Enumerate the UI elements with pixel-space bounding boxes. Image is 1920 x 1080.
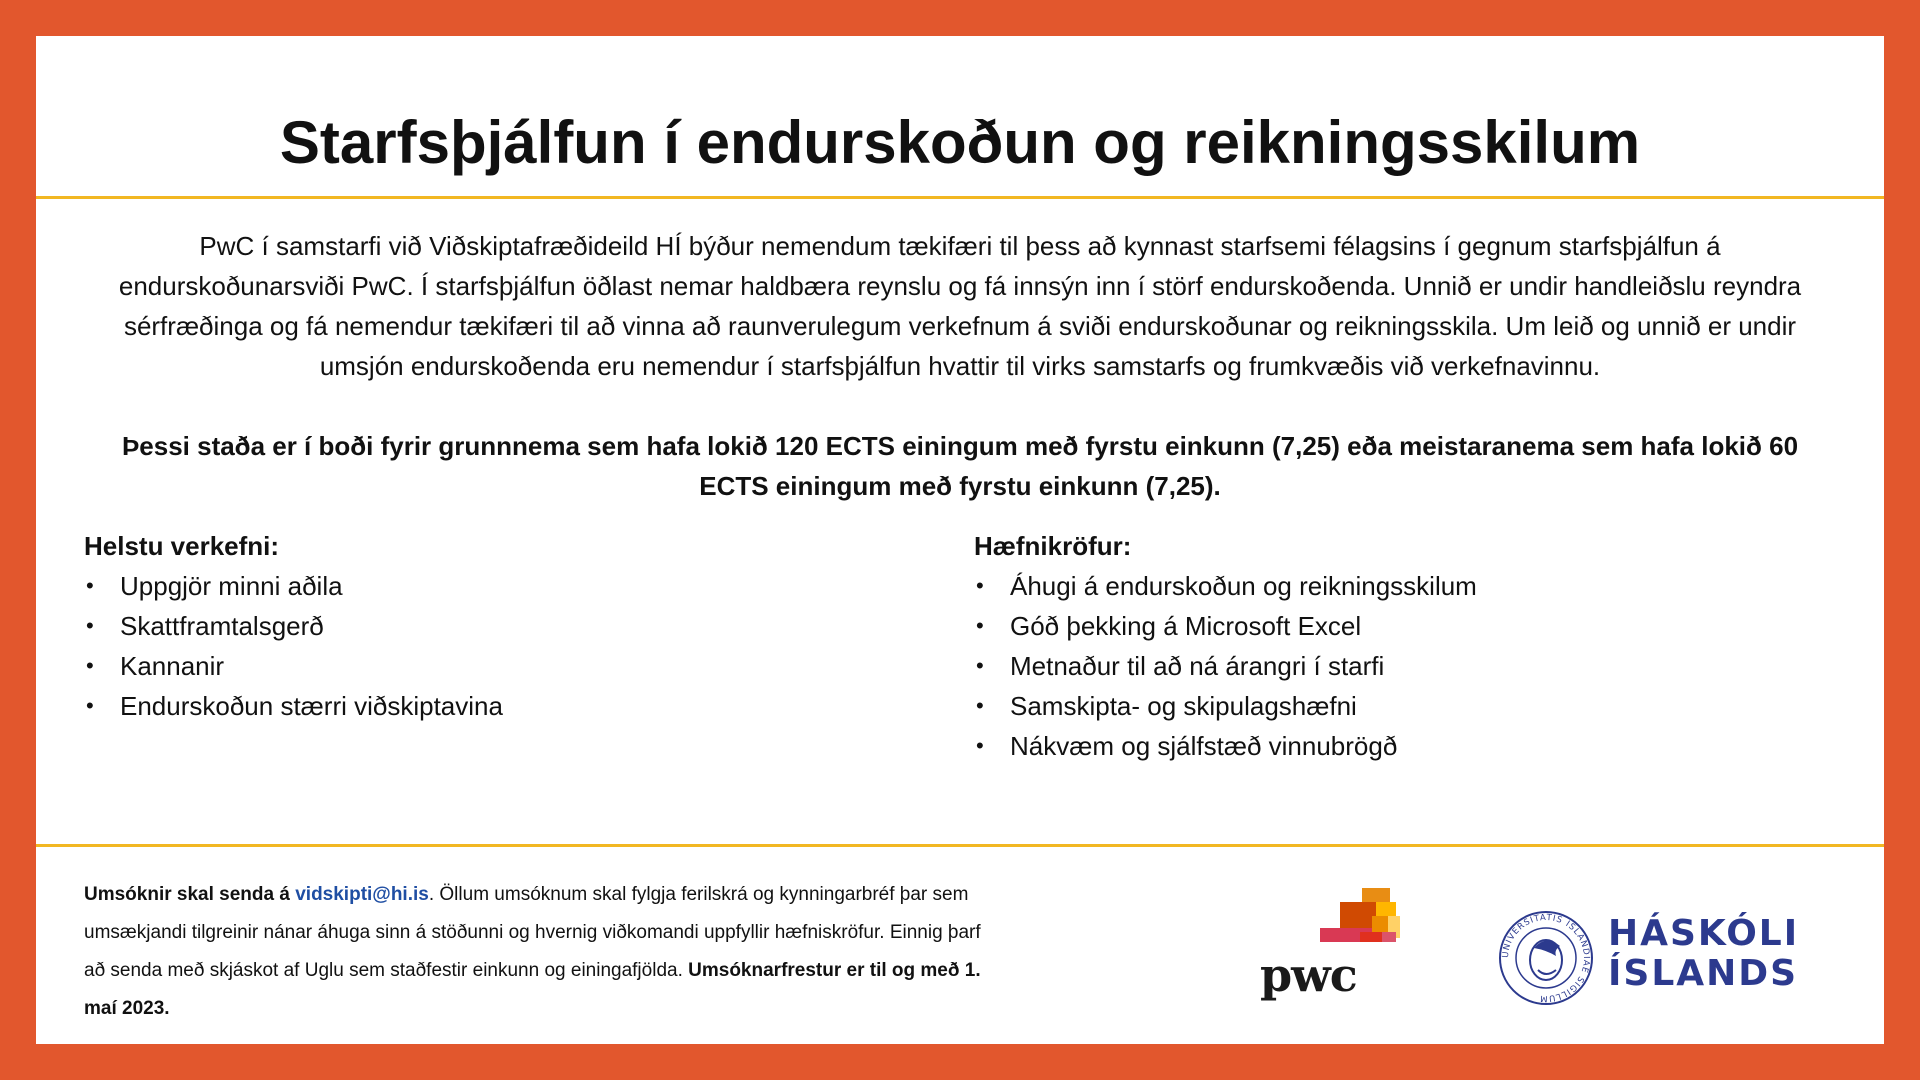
application-deadline: Umsóknarfrestur er til og með 1. maí 2023. <box>84 960 981 1019</box>
haskoli-islands-logo <box>1496 888 1856 1018</box>
list-item: • Nákvæm og sjálfstæð vinnubrögð <box>974 726 1477 766</box>
hi-line-2: ÍSLANDS <box>1608 953 1799 994</box>
intro-paragraph: PwC í samstarfi við Viðskiptafræðideild HÍ býður nemendum tækifæri til þess að kynnast starfsemi félagsins í gegnum starfsþjálfun á endurskoðunarsviði PwC. Í starfsþjálfun öðlast nemar haldbæra reynslu og fá innsýn inn í störf endurskoðenda. Unnið er undir handleiðslu reyndra sérfræðinga og fá nemendur tækifæri til að vinna að raunverulegum verkefnum á sviði endurskoðunar og reikningsskila. Um leið og unnið er undir umsjón endurskoðenda eru nemendur í starfsþjálfun hvattir til virks samstarfs og frumkvæðis við verkefnavinnu. <box>118 231 1802 381</box>
bullet-icon: • <box>86 573 94 598</box>
university-seal-icon <box>1496 908 1596 1008</box>
email-link[interactable]: vidskipti@hi.is <box>295 884 429 905</box>
list-item: • Uppgjör minni aðila <box>84 566 503 606</box>
bullet-icon: • <box>976 613 984 638</box>
tasks-list <box>84 566 503 726</box>
seal-text: UNIVERSITATIS ISLANDIAE SIGILLUM <box>1500 912 1592 1004</box>
bullet-icon: • <box>976 653 984 678</box>
bullet-icon: • <box>976 573 984 598</box>
hi-line-1: HÁSKÓLI <box>1608 913 1800 954</box>
list-item: • Endurskoðun stærri viðskiptavina <box>84 686 503 726</box>
list-item: • Kannanir <box>84 646 503 686</box>
page-title: Starfsþjálfun í endurskoðun og reikningsskilum <box>279 109 1641 176</box>
requirements-heading: Hæfnikröfur: <box>974 531 1132 561</box>
list-item: • Áhugi á endurskoðun og reikningsskilum <box>974 566 1477 606</box>
application-info <box>84 876 984 1028</box>
requirements-section <box>974 526 1477 766</box>
bullet-icon: • <box>86 613 94 638</box>
poster-card <box>36 36 1884 1044</box>
tasks-heading: Helstu verkefni: <box>84 531 280 561</box>
list-item: • Metnaður til að ná árangri í starfi <box>974 646 1477 686</box>
bullet-icon: • <box>976 693 984 718</box>
bullet-icon: • <box>976 733 984 758</box>
list-item: • Góð þekking á Microsoft Excel <box>974 606 1477 646</box>
pwc-wordmark: pwc <box>1260 948 1357 1002</box>
haskoli-wordmark <box>1608 914 1799 994</box>
list-item: • Samskipta- og skipulagshæfni <box>974 686 1477 726</box>
application-body: . Öllum umsóknum skal fylgja ferilskrá og kynningarbréf þar sem umsækjandi tilgreinir nánar áhuga sinn á stöðunni og hvernig viðkomandi uppfyllir hæfniskröfur. Einnig þarf að senda með skjáskot af Uglu sem staðfestir einkunn og einingafjölda. <box>84 884 981 981</box>
bullet-icon: • <box>86 653 94 678</box>
tasks-section <box>84 526 503 726</box>
pwc-logo <box>1260 888 1400 1018</box>
bullet-icon: • <box>86 693 94 718</box>
divider-top <box>36 196 1884 199</box>
list-item: • Skattframtalsgerð <box>84 606 503 646</box>
svg-text:UNIVERSITATIS ISLANDIAE SIGILL <box>1501 913 1591 1003</box>
eligibility-paragraph: Þessi staða er í boði fyrir grunnnema sem hafa lokið 120 ECTS einingum með fyrstu einkunn (7,25) eða meistaranema sem hafa lokið 60 ECTS einingum með fyrstu einkunn (7,25). <box>121 431 1799 501</box>
application-lead: Umsóknir skal senda á <box>84 884 296 905</box>
requirements-list <box>974 566 1477 766</box>
divider-bottom <box>36 844 1884 847</box>
